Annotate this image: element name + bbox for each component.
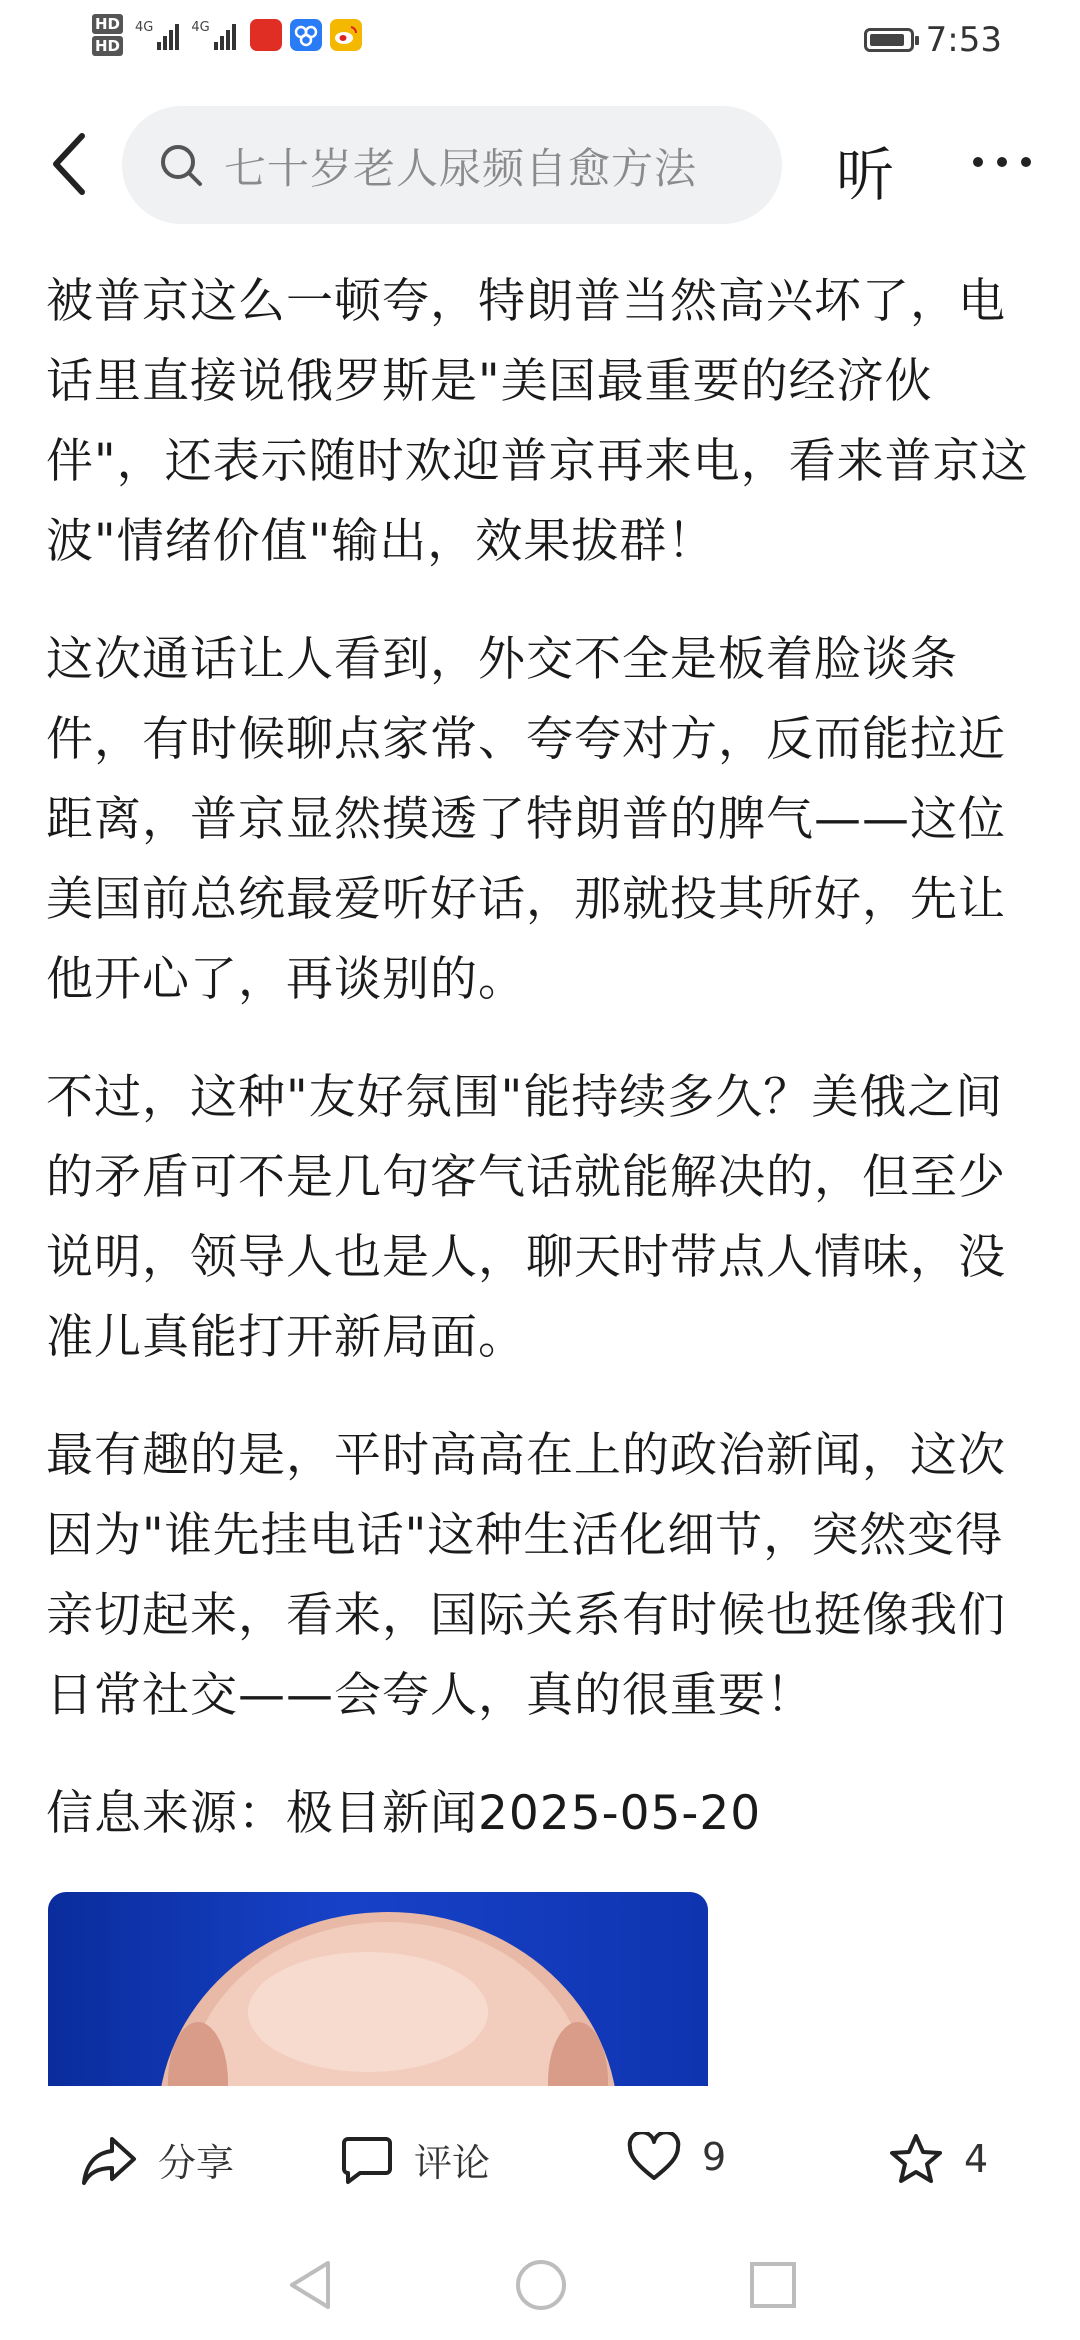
article-paragraph: 这次通话让人看到，外交不全是板着脸谈条件，有时候聊点家常、夸夸对方，反而能拉近距离，普京显然摸透了特朗普的脾气——这位美国前总统最爱听好话，那就投其所好，先让他开心了，再谈别的。 <box>46 632 1006 1007</box>
comment-label: 评论 <box>414 2141 491 2185</box>
share-button[interactable] <box>80 2132 234 2187</box>
favorite-button[interactable] <box>888 2132 988 2186</box>
nav-recents-icon[interactable] <box>748 2260 798 2310</box>
share-icon <box>80 2133 138 2187</box>
article-body <box>46 262 1036 1892</box>
hd-badge-1: HD <box>92 14 123 34</box>
search-icon <box>158 142 204 188</box>
baidu-netdisk-icon <box>290 19 322 51</box>
nav-back-icon[interactable] <box>286 2258 336 2312</box>
more-dots-icon <box>970 130 1034 194</box>
comment-button[interactable] <box>340 2132 490 2187</box>
listen-button[interactable]: 听 <box>836 141 895 209</box>
more-button[interactable] <box>970 130 1034 194</box>
status-left <box>92 14 362 56</box>
signal-icon-1: 4G <box>135 20 179 50</box>
status-right <box>864 20 1002 60</box>
article-paragraph: 不过，这种"友好氛围"能持续多久？美俄之间的矛盾可不是几句客气话就能解决的，但至少说明，领导人也是人，聊天时带点人情味，没准儿真能打开新局面。 <box>46 1070 1006 1365</box>
comment-icon <box>340 2135 394 2185</box>
weibo-icon <box>330 19 362 51</box>
share-label: 分享 <box>158 2141 235 2185</box>
article-paragraph: 被普京这么一顿夸，特朗普当然高兴坏了，电话里直接说俄罗斯是"美国最重要的经济伙伴"，还表示随时欢迎普京再来电，看来普京这波"情绪价值"输出，效果拔群！ <box>46 274 1029 569</box>
article-paragraph: 最有趣的是，平时高高在上的政治新闻，这次因为"谁先挂电话"这种生活化细节，突然变得亲切起来，看来，国际关系有时候也挺像我们日常社交——会夸人，真的很重要！ <box>46 1428 1006 1723</box>
action-bar <box>0 2096 1080 2226</box>
star-icon <box>888 2132 944 2186</box>
clock: 7:53 <box>925 20 1002 60</box>
hd-badge-2: HD <box>92 36 123 56</box>
system-nav-bar <box>0 2240 1080 2340</box>
favorite-count: 4 <box>964 2137 989 2181</box>
search-input[interactable] <box>122 106 782 224</box>
nav-home-icon[interactable] <box>514 2258 568 2312</box>
signal-icon-2: 4G <box>191 20 235 50</box>
article-image[interactable] <box>48 1892 708 2086</box>
like-button[interactable] <box>626 2132 726 2182</box>
chevron-left-icon <box>40 124 100 204</box>
portrait-photo <box>48 1892 708 2086</box>
search-placeholder: 七十岁老人尿频自愈方法 <box>224 144 698 193</box>
status-bar <box>0 0 1080 88</box>
top-bar <box>0 100 1080 230</box>
like-count: 9 <box>702 2135 727 2179</box>
article-source: 信息来源：极目新闻2025-05-20 <box>46 1786 762 1841</box>
back-button[interactable] <box>40 124 100 204</box>
heart-icon <box>626 2132 682 2182</box>
battery-icon <box>864 28 914 52</box>
pinduoduo-icon <box>250 19 282 51</box>
